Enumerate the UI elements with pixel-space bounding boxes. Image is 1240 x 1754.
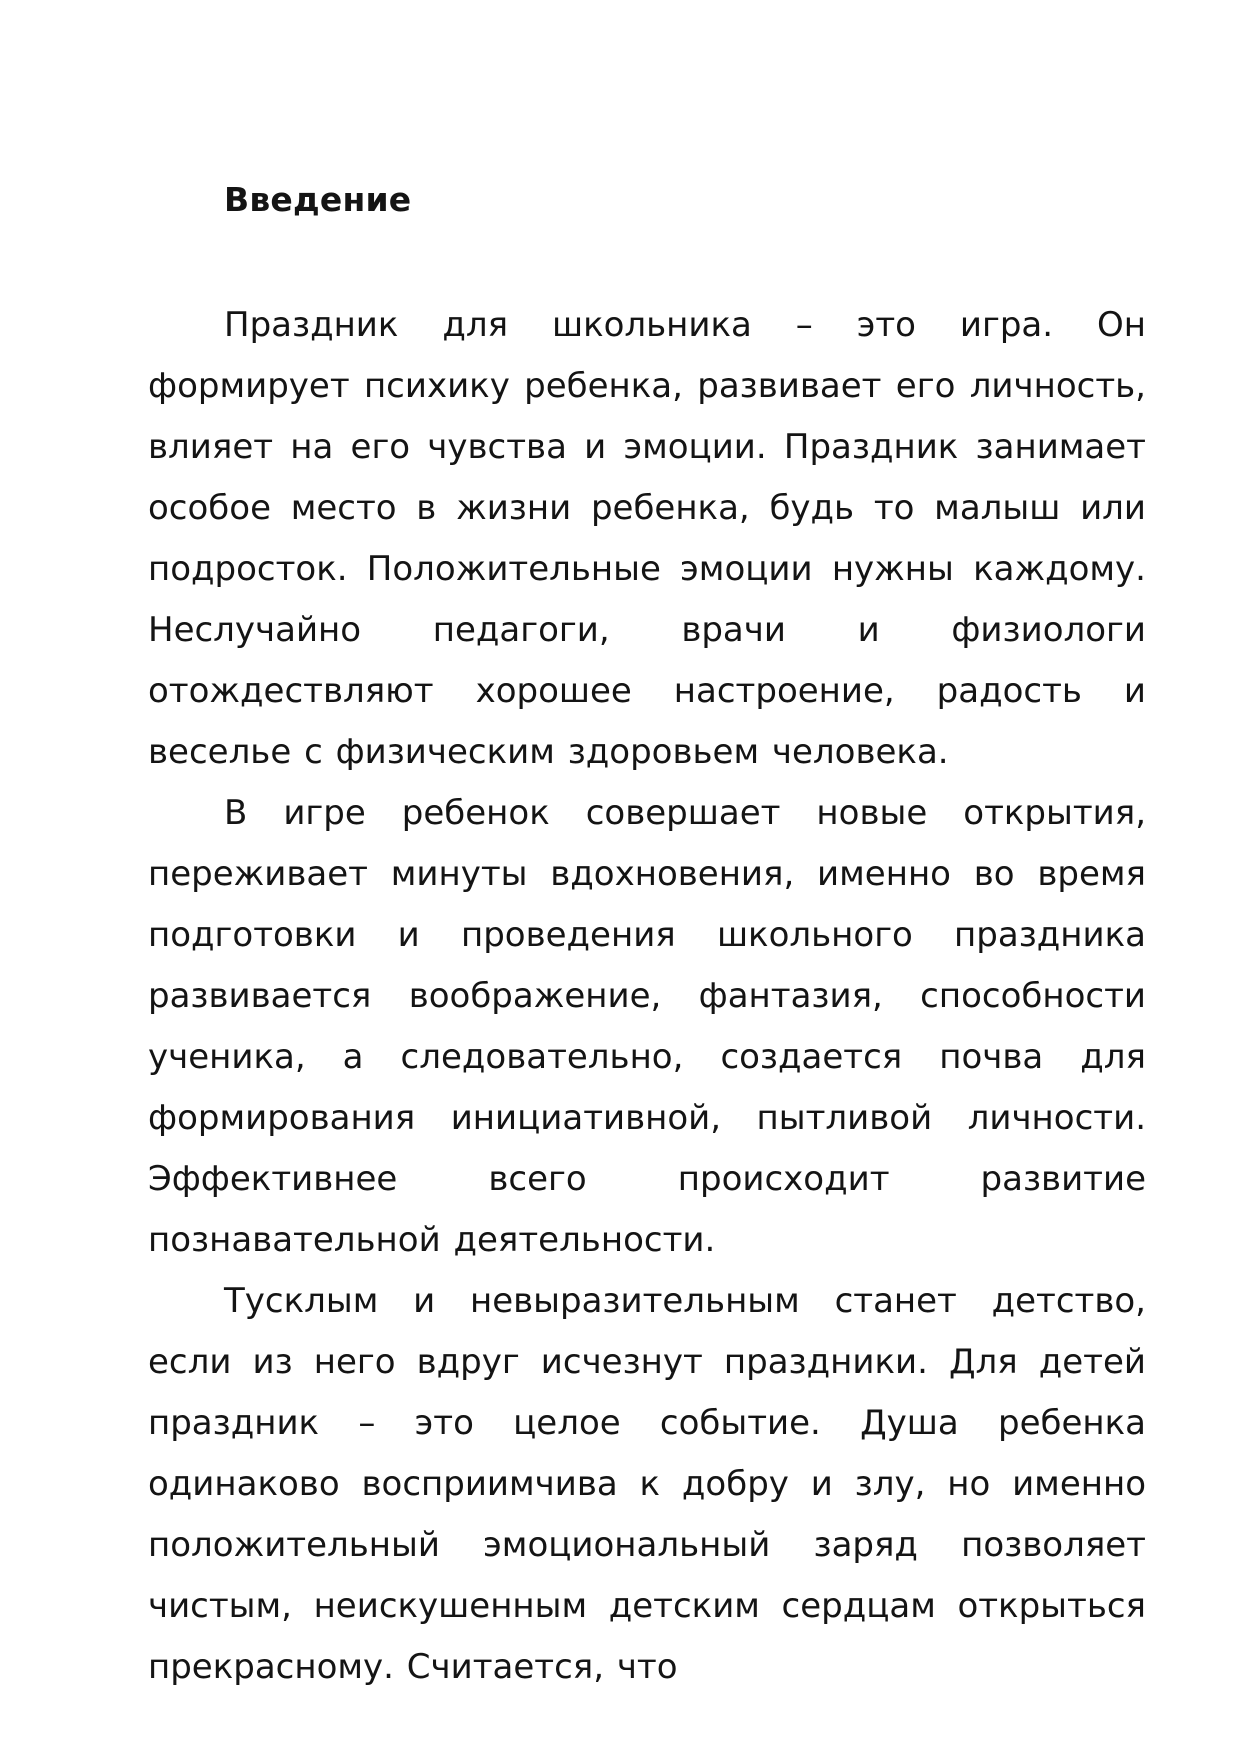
paragraph-2: В игре ребенок совершает новые открытия, переживает минуты вдохновения, именно во время подготовки и проведения школьного праздника развивается воображение, фантазия, способности ученика, а следовательно, создается почва для формирования инициативной, пытливой личности. Эффективнее всего происходит развитие познавательной деятельности. <box>148 793 1146 1260</box>
paragraph-3: Тусклым и невыразительным станет детство, если из него вдруг исчезнут праздники. Для детей праздник – это целое событие. Душа ребенка одинаково восприимчива к добру и злу, но именно положительный эмоциональный заряд позволяет чистым, неискушенным детским сердцам открыться прекрасному. Считается, что <box>148 1281 1146 1687</box>
section-heading: Введение <box>224 180 412 219</box>
body-text <box>148 295 1146 1698</box>
paragraph-1: Праздник для школьника – это игра. Он формирует психику ребенка, развивает его личность, влияет на его чувства и эмоции. Праздник занимает особое место в жизни ребенка, будь то малыш или подросток. Положительные эмоции нужны каждому. Неслучайно педагоги, врачи и физиологи отождествляют хорошее настроение, радость и веселье с физическим здоровьем человека. <box>148 305 1146 772</box>
